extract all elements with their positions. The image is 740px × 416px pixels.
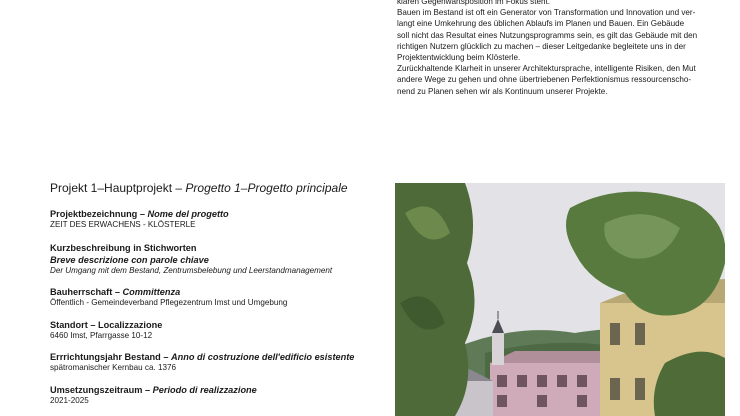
field-value: 2021-2025 (50, 396, 89, 405)
field-label (50, 384, 385, 396)
field-value: spätromanischer Kernbau ca. 1376 (50, 363, 176, 372)
field-client (50, 286, 385, 309)
field-label (50, 351, 385, 363)
field-value: Öffentlich - Gemeindeverband Pflegezentrum Imst und Umgebung (50, 298, 288, 307)
field-label-de: Projektbezeichnung – (50, 209, 148, 219)
intro-line: langt eine Umkehrung des üblichen Ablaufs im Planen und Bauen. Ein Gebäude (397, 19, 685, 29)
intro-line: Zurückhaltende Klarheit in unserer Architektursprache, intelligente Risiken, den Mut (397, 64, 696, 74)
field-label (50, 319, 385, 331)
project-heading-it: Progetto 1–Progetto principale (185, 181, 348, 195)
intro-line: Projektentwicklung beim Klösterle. (397, 53, 521, 63)
project-heading (50, 181, 348, 195)
field-label (50, 242, 385, 254)
field-label-it: Periodo di realizzazione (152, 385, 257, 395)
intro-line: richtigen Nutzern glücklich zu machen – dieser Leitgedanke begleitete uns in der (397, 41, 686, 51)
field-location (50, 319, 385, 342)
project-heading-de: Projekt 1–Hauptprojekt – (50, 181, 186, 195)
intro-line: andere Wege zu gehen und ohne übertriebenen Perfektionismus ressourcenscho- (397, 75, 692, 85)
field-value: 6460 Imst, Pfarrgasse 10-12 (50, 331, 153, 340)
field-short-description (50, 242, 385, 277)
field-project-name (50, 208, 385, 231)
field-label-de: Errrichtungsjahr Bestand – (50, 352, 171, 362)
field-value: Der Umgang mit dem Bestand, Zentrumsbelebung und Leerstandmanagement (50, 266, 333, 275)
project-photo (395, 183, 725, 416)
field-label (50, 208, 385, 220)
intro-line: nend zu Planen sehen wir als Kontinuum unserer Projekte. (397, 86, 608, 96)
field-label-it: Anno di costruzione dell'edificio esistente (171, 352, 355, 362)
field-label (50, 286, 385, 298)
field-label-it: Nome del progetto (147, 209, 229, 219)
intro-line: soll nicht das Resultat eines Nutzungsprogramms sein, es gilt das Gebäude mit den (397, 30, 698, 40)
field-sublabel: Breve descrizione con parole chiave (50, 255, 209, 265)
field-construction-year (50, 351, 385, 374)
intro-line: klaren Gegenwartsposition im Fokus steht. (397, 0, 550, 6)
field-label-de: Bauherrschaft – (50, 287, 123, 297)
intro-text (397, 0, 727, 97)
field-label-de: Umsetzungszeitraum – (50, 385, 153, 395)
field-label-de: Standort – Localizzazione (50, 320, 163, 330)
field-label-it: Committenza (122, 287, 181, 297)
intro-line: Bauen im Bestand ist oft ein Generator von Transformation und Innovation und ver- (397, 8, 696, 18)
field-implementation-period (50, 384, 385, 407)
field-label-de: Kurzbeschreibung in Stichworten (50, 243, 197, 253)
field-value: ZEIT DES ERWACHENS - KLÖSTERLE (50, 220, 196, 229)
